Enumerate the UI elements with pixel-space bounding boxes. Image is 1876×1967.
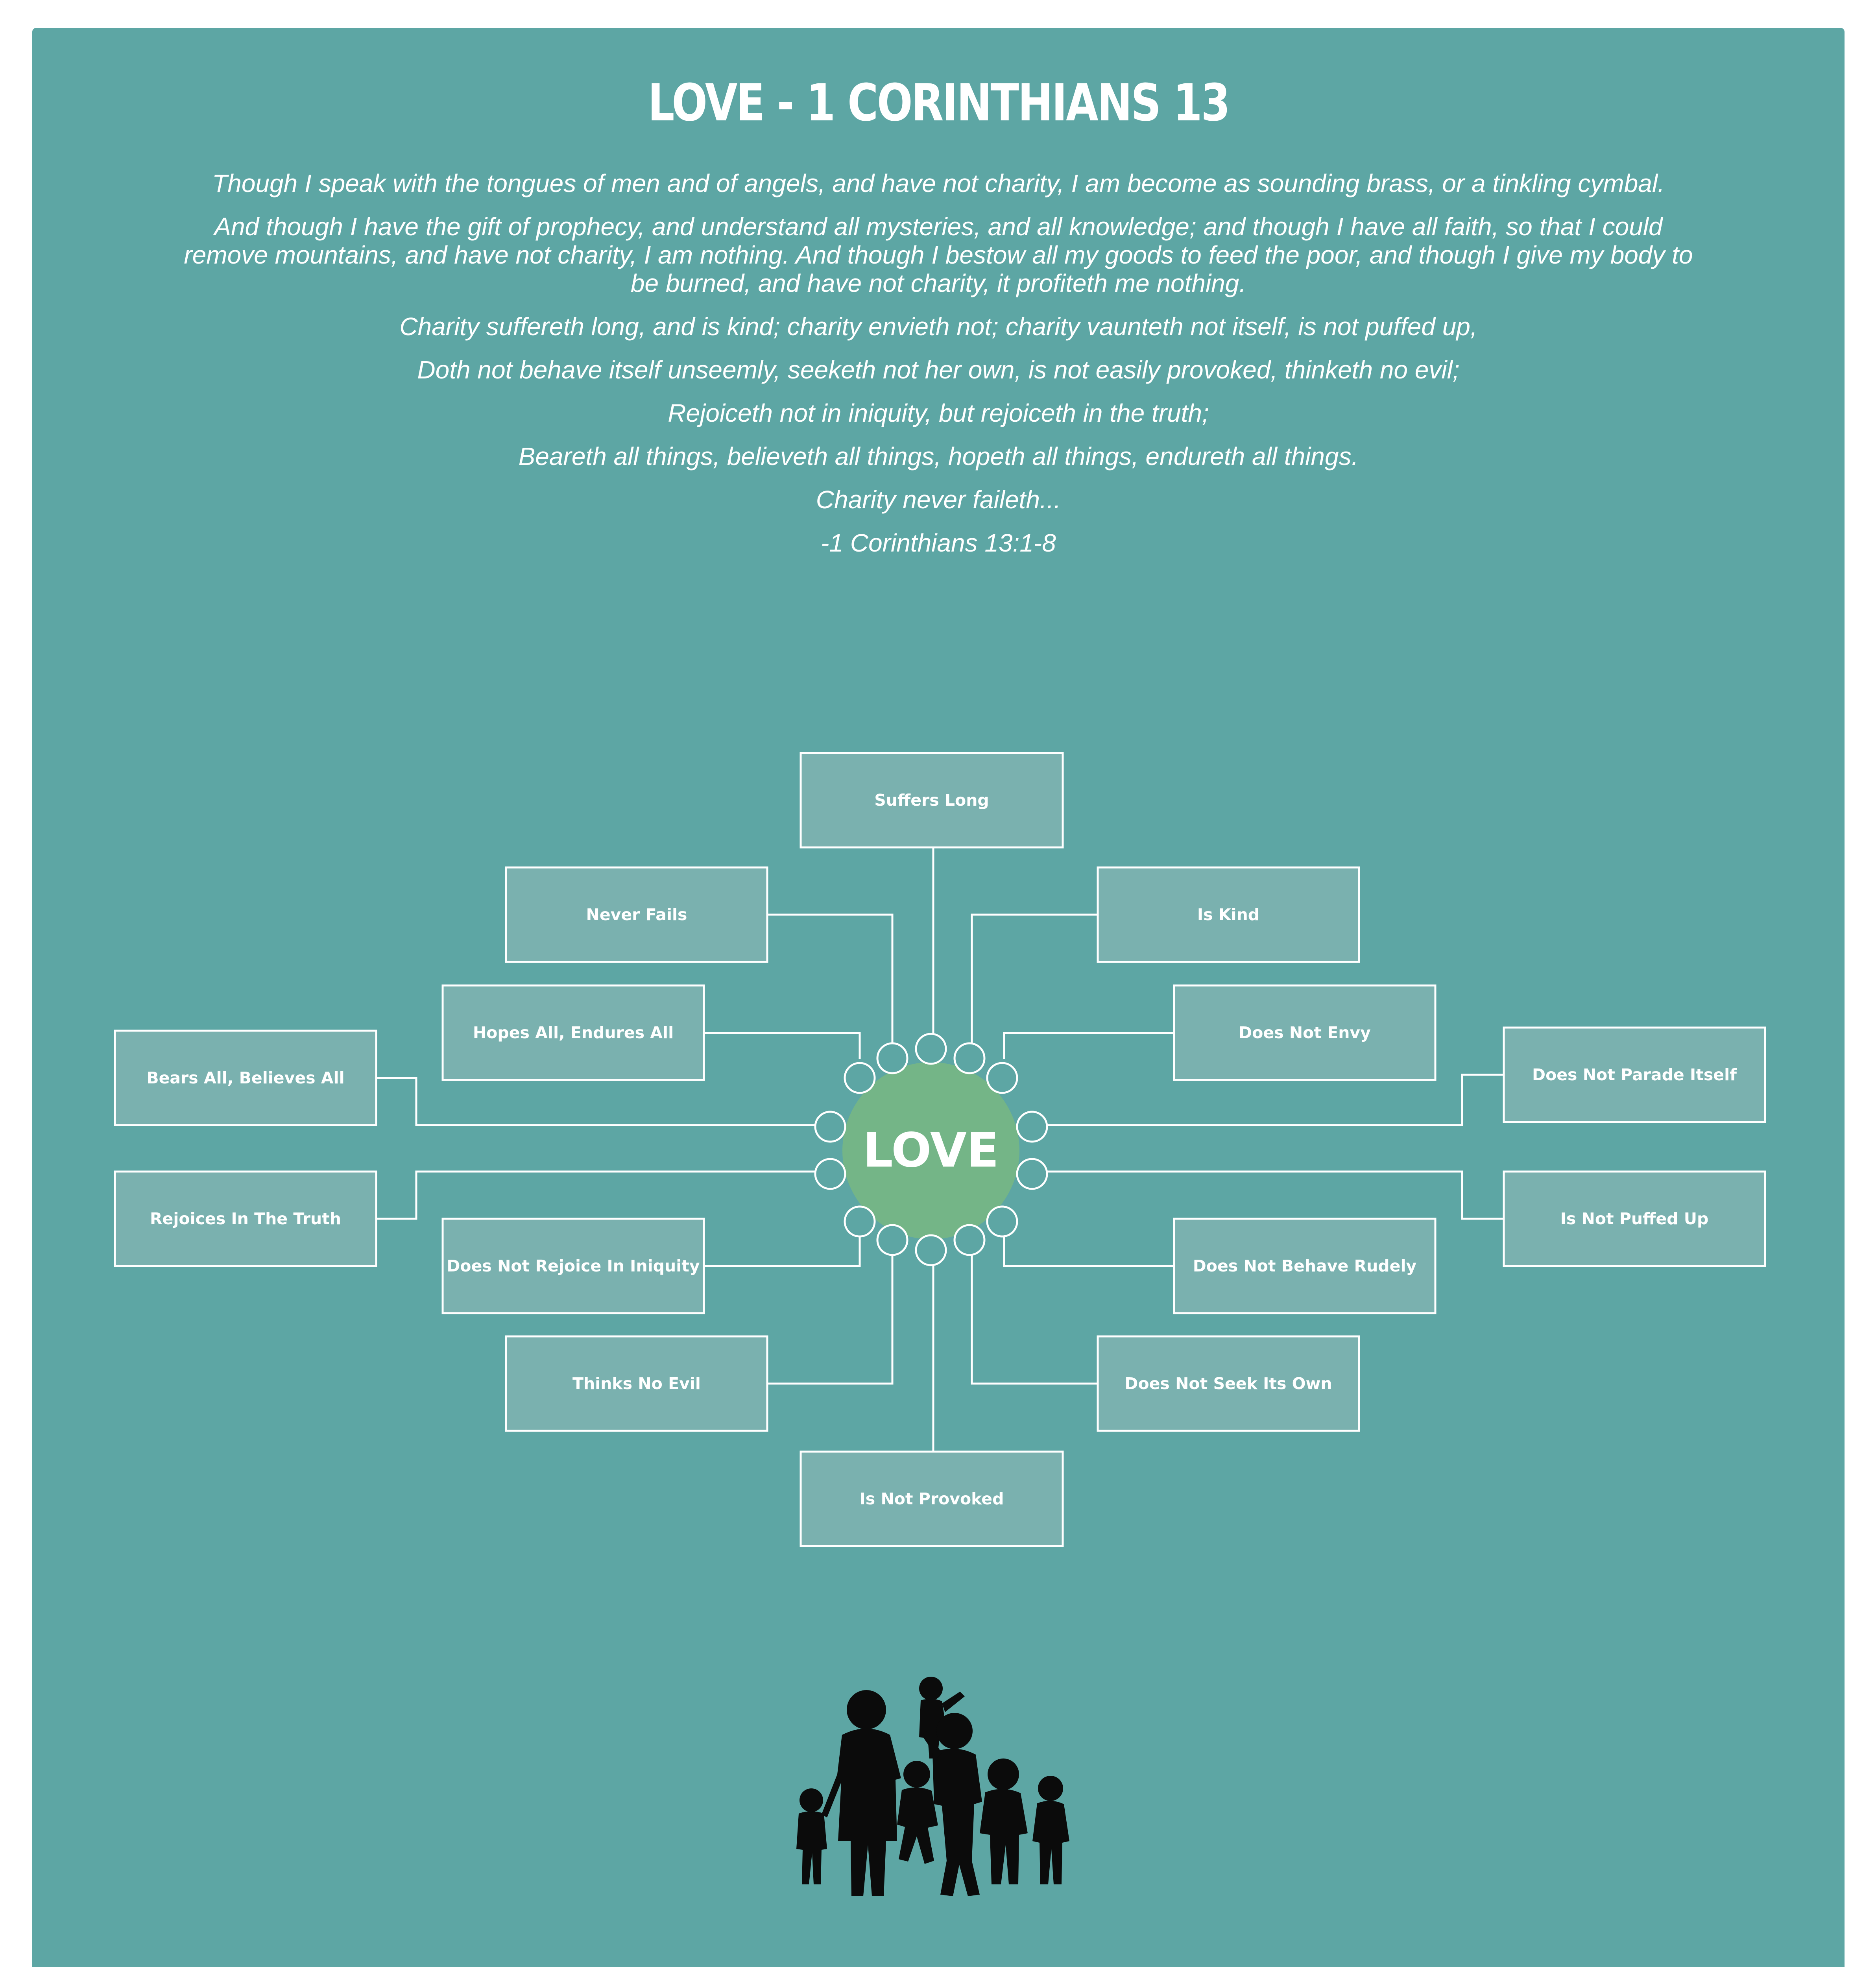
attribute-label: Rejoices In The Truth [150, 1209, 342, 1228]
attribute-label: Never Fails [586, 905, 687, 924]
attribute-is-not-provoked [801, 1452, 1063, 1546]
ring-node [815, 1159, 845, 1189]
connector-does-not-envy [1004, 1033, 1174, 1059]
connector-hopes-all [704, 1033, 860, 1059]
attribute-label: Does Not Parade Itself [1532, 1065, 1737, 1084]
connector-rejoices-in-the-truth [376, 1172, 830, 1219]
connector-never-fails [767, 915, 892, 1048]
attribute-label: Suffers Long [874, 791, 989, 810]
attribute-label: Does Not Behave Rudely [1193, 1257, 1417, 1275]
verse-line: Though I speak with the tongues of men and of angels, and have not charity, I am become as sounding brass, or a tinkling cymbal. [212, 169, 1665, 197]
attribute-label: Does Not Rejoice In Iniquity [447, 1257, 700, 1275]
attribute-label: Is Kind [1197, 905, 1260, 924]
family-silhouette-icon [783, 1676, 1098, 1896]
ring-node [845, 1063, 875, 1093]
attribute-label: Bears All, Believes All [146, 1068, 345, 1087]
verse-line: And though I have the gift of prophecy, and understand all mysteries, and all knowledge; and though I have all faith, so that I could remove mountains, and have not charity, I am nothing. And though I bestow all my goods to feed the poor, and though I give my body to be burned, and have not charity, it profiteth me nothing. [184, 212, 1693, 297]
verse-line: Doth not behave itself unseemly, seeketh not her own, is not easily provoked, thinketh no evil; [417, 356, 1460, 384]
connector-is-kind [972, 915, 1098, 1048]
connector-bears-all [376, 1078, 830, 1125]
attribute-label: Does Not Envy [1239, 1023, 1371, 1042]
connector-does-not-seek-its-own [972, 1234, 1098, 1384]
attribute-suffers-long [801, 753, 1063, 847]
ring-node [955, 1043, 984, 1073]
attribute-rejoices-in-the-truth [115, 1172, 376, 1266]
attribute-does-not-parade-itself [1504, 1028, 1765, 1122]
ring-node [877, 1043, 907, 1073]
attribute-label: Does Not Seek Its Own [1124, 1374, 1332, 1393]
love-hub-label: LOVE [863, 1123, 999, 1178]
page-title: LOVE - 1 CORINTHIANS 13 [648, 73, 1229, 133]
verse-line: Rejoiceth not in iniquity, but rejoiceth in the truth; [668, 399, 1209, 427]
ring-node [815, 1112, 845, 1142]
connector-does-not-parade-itself [1034, 1075, 1504, 1125]
verse-line: Charity never faileth... [816, 485, 1061, 514]
connector-thinks-no-evil [767, 1234, 892, 1384]
attribute-is-not-puffed-up [1504, 1172, 1765, 1266]
verse-line: Charity suffereth long, and is kind; charity envieth not; charity vaunteth not itself, is not puffed up, [399, 312, 1477, 341]
attribute-label: Is Not Puffed Up [1560, 1209, 1709, 1228]
ring-node [1017, 1159, 1047, 1189]
attribute-does-not-envy [1174, 985, 1435, 1080]
attribute-is-kind [1098, 867, 1359, 962]
attribute-bears-all-believes-all [115, 1031, 376, 1125]
ring-node [987, 1063, 1017, 1093]
verse-line: Beareth all things, believeth all things, hopeth all things, endureth all things. [518, 442, 1359, 471]
connector-is-not-puffed-up [1034, 1172, 1504, 1219]
ring-node [916, 1034, 946, 1064]
attribute-label: Thinks No Evil [572, 1374, 701, 1393]
attribute-does-not-behave-rudely [1174, 1219, 1435, 1313]
attribute-does-not-seek-its-own [1098, 1336, 1359, 1431]
connector-does-not-behave-rudely [1004, 1220, 1174, 1266]
attribute-label: Is Not Provoked [859, 1489, 1004, 1508]
attribute-label: Hopes All, Endures All [473, 1023, 674, 1042]
ring-node [845, 1207, 875, 1236]
attribute-hopes-all-endures-all [443, 985, 704, 1080]
verse-reference: -1 Corinthians 13:1-8 [821, 529, 1056, 557]
connector-does-not-rejoice-in-iniquity [704, 1220, 860, 1266]
ring-node [916, 1235, 946, 1265]
attribute-never-fails [506, 867, 767, 962]
attribute-does-not-rejoice-in-iniquity [443, 1219, 704, 1313]
ring-node [955, 1225, 984, 1255]
ring-node [987, 1207, 1017, 1236]
ring-node [1017, 1112, 1047, 1142]
ring-node [877, 1225, 907, 1255]
attribute-thinks-no-evil [506, 1336, 767, 1431]
